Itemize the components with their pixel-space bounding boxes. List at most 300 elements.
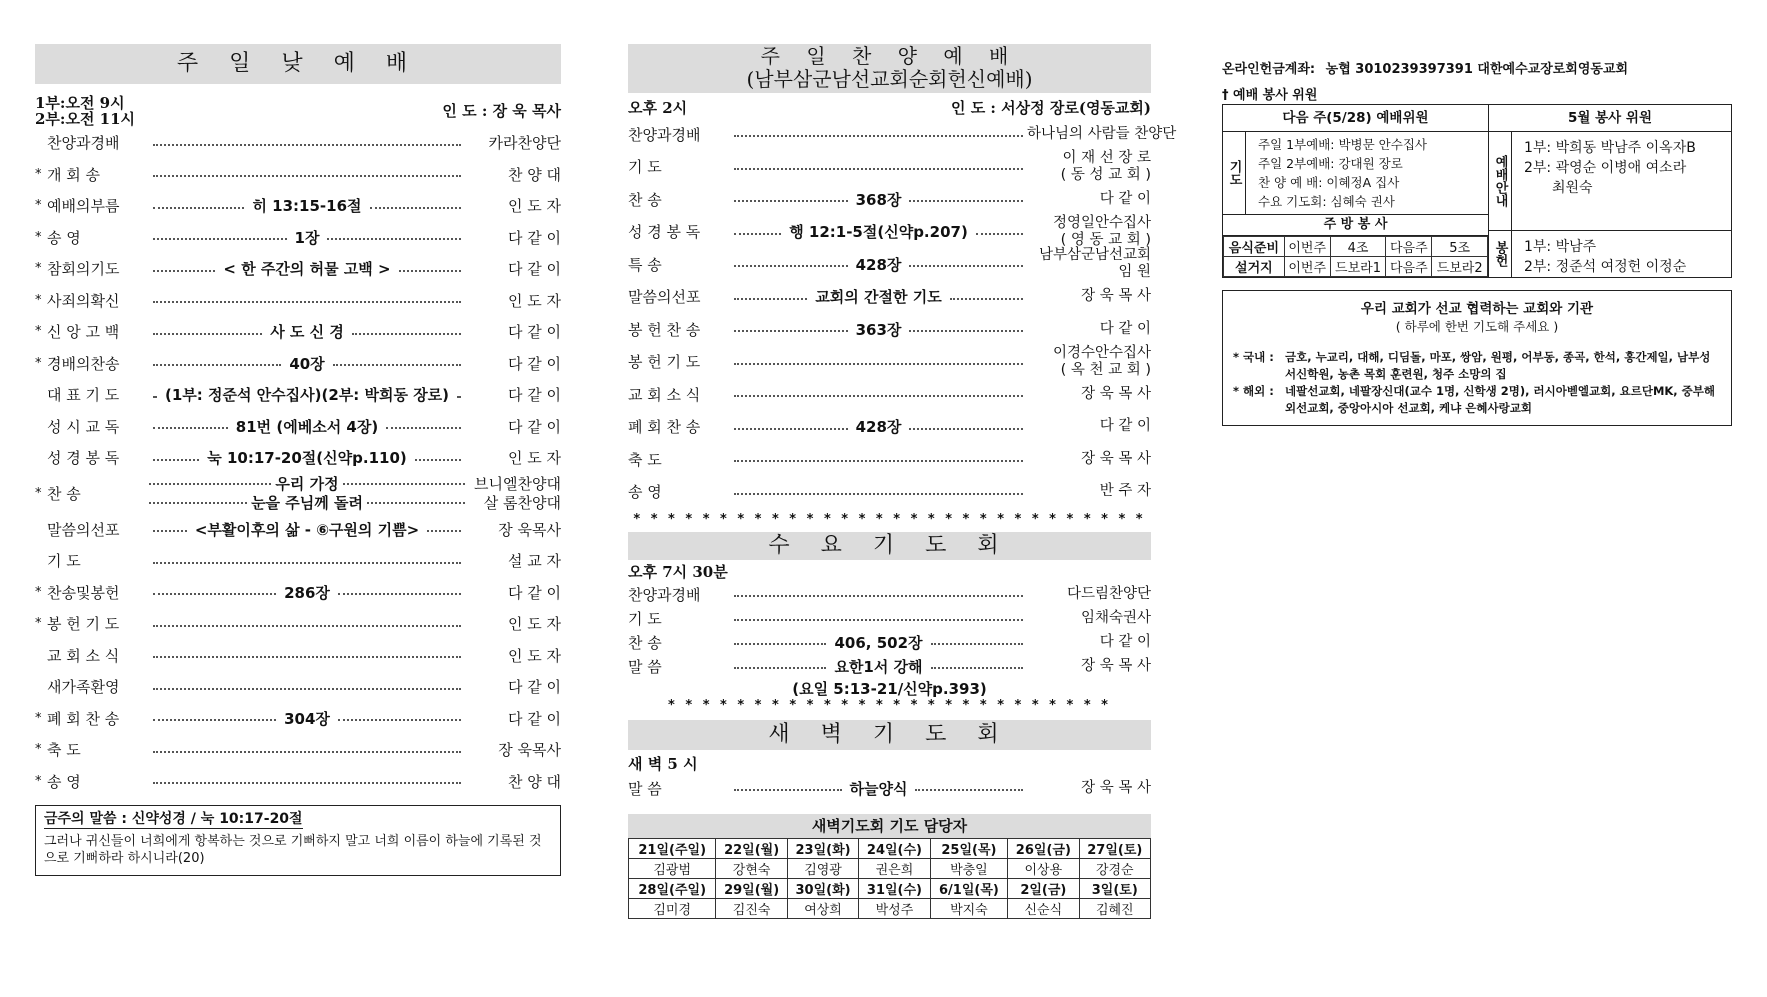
order-detail: 하늘양식 xyxy=(846,778,912,799)
dawn-time: 새 벽 5 시 xyxy=(628,755,698,773)
order-detail: 사 도 신 경 xyxy=(266,321,348,342)
mission-box xyxy=(1222,290,1732,426)
order-detail: 286장 xyxy=(280,582,334,603)
schedule-date-row xyxy=(629,839,1151,859)
person-name: 이 재 선 장 로 xyxy=(1062,149,1151,166)
standing-mark: * xyxy=(35,261,42,277)
schedule-date: 29일(월) xyxy=(716,879,787,899)
wednesday-order-list xyxy=(628,582,1151,678)
order-person: 다 같 이 xyxy=(1099,633,1151,650)
order-row xyxy=(35,285,561,317)
leader-dots xyxy=(149,519,465,540)
order-person: 장 욱 목 사 xyxy=(1081,450,1151,467)
order-person: 장 욱 목 사 xyxy=(1081,779,1151,796)
order-row xyxy=(35,159,561,191)
order-person: 장 욱목사 xyxy=(498,520,561,539)
schedule-date: 22일(월) xyxy=(716,839,787,859)
schedule-date: 28일(주일) xyxy=(629,879,716,899)
order-label: 폐 회 찬 송 xyxy=(628,418,701,437)
kitchen-row xyxy=(1224,257,1488,277)
order-detail: 428장 xyxy=(852,254,906,275)
order-person: 장 욱 목 사 xyxy=(1081,657,1151,674)
online-offering xyxy=(1222,58,1732,78)
leader-dots xyxy=(730,221,1027,242)
order-row xyxy=(628,313,1151,346)
schedule-date: 25일(목) xyxy=(930,839,1007,859)
special-hymn-lines xyxy=(149,475,561,513)
person-name: 정영일안수집사 xyxy=(1052,214,1151,231)
order-person: 다 같 이 xyxy=(507,260,561,279)
list-item: 1부: 박남주 xyxy=(1524,239,1597,255)
person-church: ( 옥 천 교 회 ) xyxy=(1060,361,1151,378)
person-name: 남부삼군남선교회 xyxy=(1038,247,1151,264)
order-label: 폐 회 찬 송 xyxy=(47,709,120,728)
divider-stars: * * * * * * * * * * * * * * * * * * * * * * * * * * * * * * xyxy=(633,512,1146,527)
list-item: 주일 1부예배: 박병문 안수집사 xyxy=(1258,137,1427,152)
schedule-date: 6/1일(목) xyxy=(930,879,1007,899)
schedule-date: 21일(주일) xyxy=(629,839,716,859)
standing-mark: * xyxy=(35,324,42,340)
dawn-schedule-title: 새벽기도회 기도 담당자 xyxy=(628,814,1151,838)
order-detail: 428장 xyxy=(852,416,906,437)
standing-mark: * xyxy=(35,486,42,501)
order-label: 축 도 xyxy=(47,741,81,760)
kitchen-cell: 음식준비 xyxy=(1224,237,1285,257)
list-item: 1부: 박희동 박남주 이옥자B xyxy=(1524,140,1696,156)
leader-dots xyxy=(730,656,1027,677)
schedule-date: 31일(수) xyxy=(859,879,930,899)
order-person: 다 같 이 xyxy=(507,417,561,436)
schedule-date: 23일(화) xyxy=(787,839,858,859)
committee-box xyxy=(1222,104,1732,278)
leader-dots xyxy=(730,778,1027,799)
leader-dots xyxy=(149,686,465,688)
order-label: 찬 송 xyxy=(628,633,662,652)
order-row xyxy=(35,766,561,798)
order-label: 성 경 봉 독 xyxy=(47,449,120,468)
leader-dots xyxy=(149,623,465,625)
schedule-person: 김미경 xyxy=(629,899,716,919)
order-label: 참회의기도 xyxy=(47,260,120,279)
order-row xyxy=(628,346,1151,379)
leader-dots xyxy=(149,299,465,301)
mission-title: 우리 교회가 선교 협력하는 교회와 기관 xyxy=(1360,301,1594,317)
order-detail: 363장 xyxy=(852,319,906,340)
order-label: 경배의찬송 xyxy=(47,354,120,373)
wednesday-reference: (요일 5:13-21/신약p.393) xyxy=(792,680,987,698)
leader-dots xyxy=(149,654,465,656)
leader-dots xyxy=(730,458,1027,460)
order-row xyxy=(35,671,561,703)
schedule-person: 여상희 xyxy=(787,899,858,919)
next-week-panel xyxy=(1223,105,1489,277)
leader-dots xyxy=(149,749,465,751)
kitchen-row xyxy=(1224,237,1488,257)
dawn-title: 새 벽 기 도 회 xyxy=(628,720,1151,750)
order-person: 인 도 자 xyxy=(507,615,561,634)
praise-title-main: 주 일 찬 양 예 배 xyxy=(760,44,1019,68)
schedule-name-row xyxy=(629,859,1151,879)
order-person: 다 같 이 xyxy=(507,228,561,247)
wednesday-time: 오후 7시 30분 xyxy=(628,563,728,581)
guide-panel xyxy=(1489,132,1731,231)
order-label: 기 도 xyxy=(628,609,662,628)
order-row xyxy=(628,378,1151,411)
leader-dots xyxy=(149,708,465,729)
order-row xyxy=(35,703,561,735)
person-name: 이경수안수집사 xyxy=(1052,344,1151,361)
kitchen-cell: 5조 xyxy=(1432,237,1488,257)
order-row xyxy=(628,606,1151,630)
order-person: 다 같 이 xyxy=(507,386,561,405)
order-row xyxy=(628,151,1151,184)
guide-tag: 예배안내 xyxy=(1489,132,1512,230)
online-label: 온라인헌금계좌: xyxy=(1222,62,1316,77)
order-person: 다 같 이 xyxy=(507,709,561,728)
schedule-date: 26일(금) xyxy=(1008,839,1079,859)
weekly-verse-box xyxy=(35,805,561,876)
choir-1: 브니엘찬양대 xyxy=(474,474,561,493)
list-item: 찬 양 예 배: 이혜정A 집사 xyxy=(1258,175,1400,190)
sunday-service-title: 주 일 낮 예 배 xyxy=(35,44,561,84)
kitchen-cell: 드보라2 xyxy=(1432,257,1488,277)
order-person: 설 교 자 xyxy=(507,552,561,571)
may-title: 5월 봉사 위원 xyxy=(1489,105,1731,132)
schedule-name-row xyxy=(629,899,1151,919)
praise-time: 오후 2시 xyxy=(628,99,688,117)
order-person: 임채숙권사 xyxy=(1080,609,1151,626)
order-person xyxy=(1027,247,1151,281)
order-person: 다 같 이 xyxy=(507,583,561,602)
order-detail: 요한1서 강해 xyxy=(830,656,926,677)
order-row xyxy=(628,582,1151,606)
prayer-panel xyxy=(1223,132,1488,215)
order-person: 다 같 이 xyxy=(1099,418,1151,435)
mission-subtitle: ( 하루에 한번 기도해 주세요 ) xyxy=(1395,319,1559,334)
schedule-date: 27일(토) xyxy=(1079,839,1150,859)
mission-foreign xyxy=(1233,383,1721,417)
leader-dots xyxy=(149,195,465,216)
mission-domestic xyxy=(1233,349,1721,383)
kitchen-table xyxy=(1223,236,1488,277)
list-item: 2부: 정준석 여정헌 이정순 xyxy=(1524,259,1687,275)
order-row xyxy=(35,127,561,159)
foreign-list: 네팔선교회, 네팔장신대(교수 1명, 신학생 2명), 러시아벧엘교회, 요르단MK, 중부해외선교회, 중앙아시아 선교회, 케냐 은혜사랑교회 xyxy=(1285,384,1716,415)
order-row xyxy=(35,190,561,222)
leader-dots xyxy=(730,133,1027,135)
order-person: 다드림찬양단 xyxy=(1066,585,1151,602)
schedule-date: 30일(화) xyxy=(787,879,858,899)
standing-mark: * xyxy=(35,198,42,214)
may-panel xyxy=(1489,105,1731,277)
standing-mark: * xyxy=(35,229,42,245)
order-person: 인 도 자 xyxy=(507,197,561,216)
standing-mark: * xyxy=(35,773,42,789)
order-person: 다 같 이 xyxy=(1099,190,1151,207)
leader-dots xyxy=(149,416,465,437)
order-person: 찬 양 대 xyxy=(507,165,561,184)
order-person xyxy=(1027,345,1151,379)
kitchen-cell: 4조 xyxy=(1330,237,1386,257)
order-row xyxy=(628,654,1151,678)
offering-tag: 봉헌 xyxy=(1489,231,1512,277)
kitchen-cell: 드보라1 xyxy=(1330,257,1386,277)
order-row xyxy=(35,348,561,380)
order-person: 인 도 자 xyxy=(507,291,561,310)
standing-mark: * xyxy=(35,292,42,308)
leader-dots xyxy=(149,447,465,468)
offering-list xyxy=(1512,231,1686,277)
praise-order-list xyxy=(628,118,1177,508)
order-person: 장 욱 목 사 xyxy=(1081,288,1151,305)
order-label: 예배의부름 xyxy=(47,197,120,216)
schedule-person: 김광범 xyxy=(629,859,716,879)
leader-dots xyxy=(730,189,1027,210)
order-label: 송 영 xyxy=(47,772,81,791)
order-label: 교 회 소 식 xyxy=(47,646,120,665)
kitchen-cell: 다음주 xyxy=(1386,237,1432,257)
standing-mark: * xyxy=(35,166,42,182)
order-label: 말씀의선포 xyxy=(47,520,120,539)
standing-mark: * xyxy=(35,584,42,600)
person-church: ( 동 성 교 회 ) xyxy=(1060,166,1151,183)
praise-title-sub: (남부삼군남선교회순회헌신예배) xyxy=(746,67,1033,91)
order-person: 반 주 자 xyxy=(1099,483,1151,500)
leader-dots xyxy=(149,173,465,175)
order-label: 교 회 소 식 xyxy=(628,385,701,404)
order-row xyxy=(35,411,561,443)
schedule-person: 신순식 xyxy=(1008,899,1079,919)
leader-dots xyxy=(730,617,1027,619)
order-label: 봉 헌 기 도 xyxy=(47,615,120,634)
order-label: 말씀의선포 xyxy=(628,288,701,307)
domestic-list: 금호, 누교리, 대해, 디딤돌, 마포, 쌍암, 원평, 어부동, 종곡, 한석, 홍간제일, 남부성서신학원, 농촌 목회 훈련원, 청주 소망의 집 xyxy=(1285,350,1711,381)
order-row xyxy=(628,281,1151,314)
order-label: 찬양과경배 xyxy=(47,134,120,153)
order-person: 다 같 이 xyxy=(507,354,561,373)
guide-list xyxy=(1512,132,1696,230)
order-person: 찬 양 대 xyxy=(507,772,561,791)
order-row xyxy=(628,118,1177,151)
order-row xyxy=(628,411,1151,444)
standing-mark: * xyxy=(35,742,42,758)
order-label: 새가족환영 xyxy=(47,678,120,697)
schedule-person: 박성주 xyxy=(859,899,930,919)
order-detail: <부활이후의 삶 - ⑥구원의 기쁨> xyxy=(191,519,423,540)
order-label: 사죄의확신 xyxy=(47,291,120,310)
order-label: 기 도 xyxy=(47,552,81,571)
choir-2: 살 롬찬양대 xyxy=(483,493,562,512)
standing-mark: * xyxy=(35,710,42,726)
order-detail: 406, 502장 xyxy=(830,632,926,653)
order-detail: 368장 xyxy=(852,189,906,210)
schedule-person: 김진숙 xyxy=(716,899,787,919)
service-header xyxy=(35,89,561,127)
order-row xyxy=(628,248,1151,281)
order-person: 하나님의 사람들 찬양단 xyxy=(1027,125,1177,142)
online-account: 농협 3010239397391 대한예수교장로회영동교회 xyxy=(1325,62,1629,77)
service-time-1: 1부:오전 9시 xyxy=(35,94,125,112)
person-church: 임 원 xyxy=(1118,264,1151,281)
leader-dots xyxy=(149,258,465,279)
domestic-label: * 국내 : xyxy=(1233,350,1274,364)
kitchen-title: 주 방 봉 사 xyxy=(1223,215,1488,236)
order-row xyxy=(35,608,561,640)
hymn-1: 우리 가정 xyxy=(275,474,339,493)
list-item: 최원숙 xyxy=(1552,180,1593,196)
schedule-person: 박지숙 xyxy=(930,899,1007,919)
leader-dots xyxy=(149,582,465,603)
schedule-person: 이상용 xyxy=(1008,859,1079,879)
verse-text: 그러나 귀신들이 너희에게 항복하는 것으로 기뻐하지 말고 너희 이름이 하늘에 기록된 것으로 기뻐하라 하시니라(20) xyxy=(44,834,542,866)
kitchen-cell: 이번주 xyxy=(1284,257,1330,277)
order-row xyxy=(35,379,561,411)
order-label: 특 송 xyxy=(628,255,662,274)
order-list xyxy=(35,127,561,797)
leader-dots xyxy=(730,393,1027,395)
kitchen-cell: 이번주 xyxy=(1284,237,1330,257)
schedule-date-row xyxy=(629,879,1151,899)
schedule-person: 김영광 xyxy=(787,859,858,879)
schedule-person: 박충일 xyxy=(930,859,1007,879)
order-person: 인 도 자 xyxy=(507,646,561,665)
service-committee-title: † 예배 봉사 위원 xyxy=(1222,88,1318,103)
person-church: ( 영 동 교 회 ) xyxy=(1060,231,1151,248)
order-label: 성 시 교 독 xyxy=(47,417,120,436)
order-person: 카라찬양단 xyxy=(488,134,561,153)
service-time-2: 2부:오전 11시 xyxy=(35,110,136,128)
leader-dots xyxy=(730,491,1027,493)
order-row xyxy=(628,216,1151,249)
leader-dots xyxy=(730,166,1027,168)
order-row xyxy=(35,222,561,254)
order-row xyxy=(35,734,561,766)
order-detail: 81번 (에베소서 4장) xyxy=(232,416,382,437)
verse-title: 금주의 말씀 : 신약성경 / 눅 10:17-20절 xyxy=(44,808,303,829)
order-row xyxy=(35,316,561,348)
order-detail: 눅 10:17-20절(신약p.110) xyxy=(203,447,411,468)
schedule-date: 24일(수) xyxy=(859,839,930,859)
order-label: 신 앙 고 백 xyxy=(47,323,120,342)
hymn-2: 눈을 주님께 돌려 xyxy=(251,493,363,512)
leader-dots xyxy=(149,227,465,248)
leader-dots xyxy=(730,361,1027,363)
order-person: 인 도 자 xyxy=(507,449,561,468)
list-item: 수요 기도회: 심혜숙 권사 xyxy=(1258,194,1395,209)
leader-dots xyxy=(149,321,465,342)
praise-leader: 인 도 : 서상정 장로(영동교회) xyxy=(950,99,1151,117)
divider-stars-2: * * * * * * * * * * * * * * * * * * * * * * * * * * xyxy=(668,698,1111,713)
order-label: 말 씀 xyxy=(628,657,662,676)
wednesday-title: 수 요 기 도 회 xyxy=(628,532,1151,560)
order-label: 찬 송 xyxy=(47,485,81,503)
order-label: 성 경 봉 독 xyxy=(628,223,701,242)
list-item: 2부: 곽영순 이병애 여소라 xyxy=(1524,160,1687,176)
standing-mark: * xyxy=(35,616,42,632)
schedule-date: 3일(토) xyxy=(1079,879,1150,899)
order-detail: (1부: 정준석 안수집사)(2부: 박희동 장로) xyxy=(161,384,453,405)
service-leader: 인 도 : 장 욱 목사 xyxy=(442,102,561,120)
order-label: 봉 헌 찬 송 xyxy=(628,320,701,339)
order-person xyxy=(1027,150,1151,184)
order-person: 다 같 이 xyxy=(507,323,561,342)
schedule-person: 강현숙 xyxy=(716,859,787,879)
order-label: 찬송및봉헌 xyxy=(47,583,120,602)
order-detail: 304장 xyxy=(280,708,334,729)
order-row xyxy=(35,545,561,577)
order-row xyxy=(628,630,1151,654)
order-row xyxy=(628,476,1151,509)
standing-mark: * xyxy=(35,355,42,371)
prayer-tag: 기도 xyxy=(1223,132,1246,214)
order-detail: 히 13:15-16절 xyxy=(248,195,365,216)
sunday-morning-service xyxy=(35,44,561,876)
offering-panel xyxy=(1489,231,1731,277)
schedule-person: 권은희 xyxy=(859,859,930,879)
order-label: 축 도 xyxy=(628,450,662,469)
order-person: 장 욱목사 xyxy=(498,741,561,760)
order-person: 장 욱 목 사 xyxy=(1081,385,1151,402)
order-label: 송 영 xyxy=(47,228,81,247)
praise-service-title xyxy=(628,44,1151,93)
foreign-label: * 해외 : xyxy=(1233,384,1274,398)
leader-dots xyxy=(730,286,1027,307)
leader-dots xyxy=(730,319,1027,340)
order-label: 대 표 기 도 xyxy=(47,386,120,405)
order-row xyxy=(35,514,561,546)
order-row xyxy=(35,253,561,285)
order-label: 송 영 xyxy=(628,483,662,502)
leader-dots xyxy=(149,384,465,405)
order-label: 말 씀 xyxy=(628,779,662,798)
order-row xyxy=(35,640,561,672)
order-row xyxy=(628,183,1151,216)
leader-dots xyxy=(149,560,465,562)
leader-dots xyxy=(149,142,465,144)
dawn-order-list xyxy=(628,774,1151,802)
next-week-title: 다음 주(5/28) 예배위원 xyxy=(1223,105,1488,132)
order-row xyxy=(628,443,1151,476)
order-label: 찬 송 xyxy=(628,190,662,209)
leader-dots xyxy=(730,632,1027,653)
schedule-person: 김혜진 xyxy=(1079,899,1150,919)
order-label: 찬양과경배 xyxy=(628,585,701,604)
dawn-schedule-table xyxy=(628,838,1151,919)
order-row xyxy=(35,442,561,474)
order-detail: 교회의 간절한 기도 xyxy=(811,286,945,307)
order-detail: 40장 xyxy=(285,353,328,374)
sunday-praise-service xyxy=(628,44,1177,919)
order-person: 다 같 이 xyxy=(507,678,561,697)
order-detail: 1장 xyxy=(291,227,324,248)
info-column xyxy=(1222,58,1732,426)
schedule-date: 2일(금) xyxy=(1008,879,1079,899)
order-person xyxy=(1027,215,1151,249)
order-row xyxy=(35,577,561,609)
order-row xyxy=(628,774,1151,802)
order-label: 개 회 송 xyxy=(47,165,101,184)
order-label: 기 도 xyxy=(628,158,662,177)
order-person: 다 같 이 xyxy=(1099,320,1151,337)
kitchen-cell: 다음주 xyxy=(1386,257,1432,277)
order-label: 찬양과경배 xyxy=(628,125,701,144)
leader-dots xyxy=(149,353,465,374)
kitchen-cell: 설거지 xyxy=(1224,257,1285,277)
special-hymn-row xyxy=(35,474,561,514)
leader-dots xyxy=(730,416,1027,437)
leader-dots xyxy=(730,593,1027,595)
praise-header xyxy=(628,96,1151,118)
